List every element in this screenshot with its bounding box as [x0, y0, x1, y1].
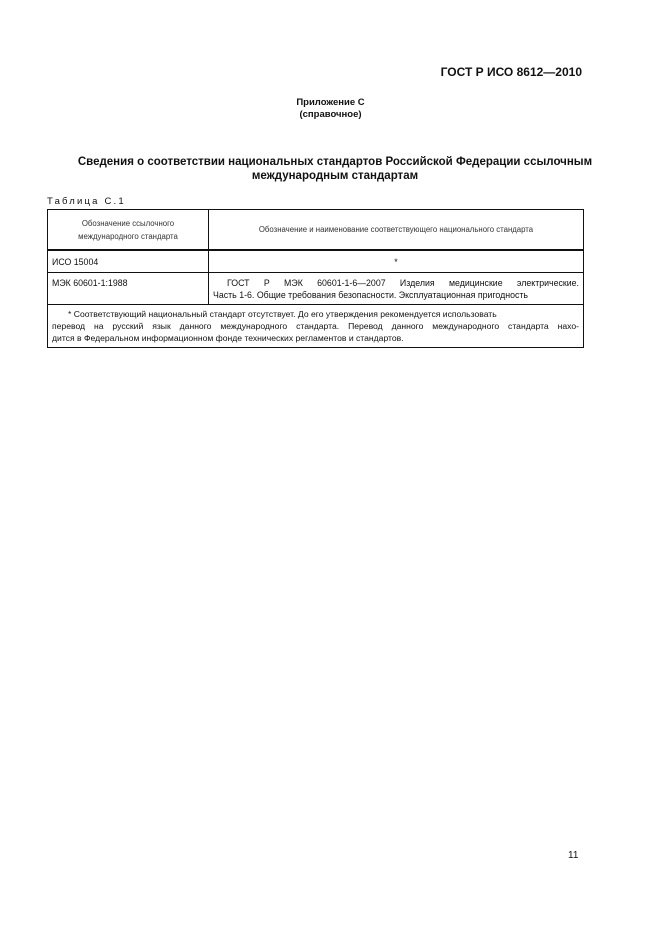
footnote-line2: перевод на русский язык данного международного стандарта. Перевод данного международного стандарта нахо- [52, 321, 579, 331]
table-footnote [48, 305, 584, 348]
table-row [48, 273, 584, 305]
table-header-row [48, 210, 584, 251]
cell-national: * [209, 250, 584, 273]
cell-national [209, 273, 584, 305]
table-caption: Таблица С.1 [47, 196, 126, 207]
appendix-heading [0, 97, 661, 121]
section-title [40, 155, 630, 183]
cell-intl: МЭК 60601-1:1988 [48, 273, 209, 305]
cell-national-line1: ГОСТ Р МЭК 60601-1-6—2007 Изделия медицинские электрические. [227, 278, 579, 288]
table-footnote-row [48, 305, 584, 348]
cell-national-line2: Часть 1-6. Общие требования безопасности. Эксплуатационная пригодность [213, 290, 528, 300]
correspondence-table [47, 209, 584, 348]
column-header-intl [48, 210, 209, 251]
footnote-line3: дится в Федеральном информационном фонде технических регламентов и стандартов. [52, 333, 404, 343]
column-header-intl-line2: международного стандарта [78, 231, 178, 241]
section-title-line2: международным стандартам [251, 170, 419, 182]
section-title-line1: Сведения о соответствии национальных стандартов Российской Федерации ссылочным [77, 156, 593, 168]
footnote-line1: * Соответствующий национальный стандарт отсутствует. До его утверждения рекомендуется использовать [68, 309, 497, 319]
standard-code-header: ГОСТ Р ИСО 8612—2010 [440, 65, 582, 79]
column-header-intl-line1: Обозначение ссылочного [81, 218, 175, 228]
appendix-subtitle: (справочное) [299, 109, 362, 120]
appendix-title: Приложение С [296, 97, 365, 108]
table-row [48, 250, 584, 273]
page-number: 11 [568, 850, 579, 861]
cell-intl: ИСО 15004 [48, 250, 209, 273]
column-header-national: Обозначение и наименование соответствующего национального стандарта [209, 210, 584, 251]
